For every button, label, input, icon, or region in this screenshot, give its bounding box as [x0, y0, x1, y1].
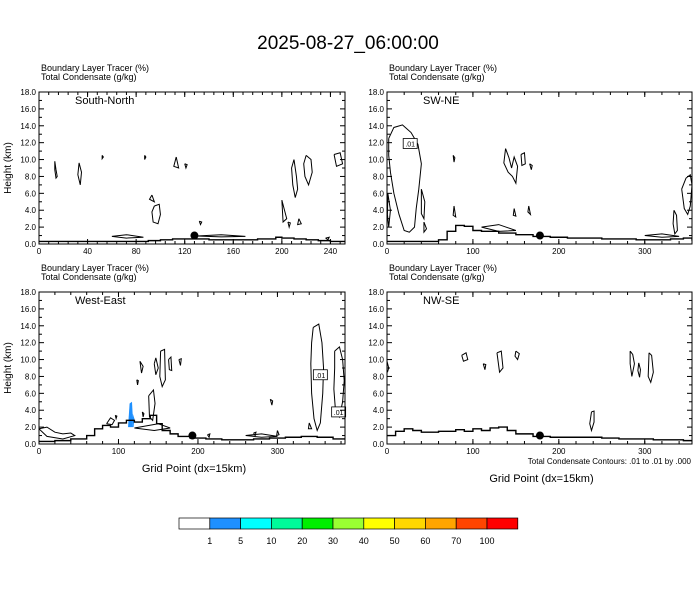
x-tick-label: 200	[552, 247, 566, 256]
colorbar-swatch-0	[179, 518, 210, 529]
colorbar-swatch-4	[302, 518, 333, 529]
colorbar-label: 30	[327, 536, 339, 546]
panel-subtitle-line2: Total Condensate (g/kg)	[41, 72, 137, 82]
x-tick-label: 0	[36, 247, 42, 256]
condensate-contour-8	[199, 221, 201, 224]
x-tick-label: 200	[191, 447, 205, 456]
condensate-contour-0	[55, 161, 57, 178]
colorbar-label: 60	[420, 536, 431, 546]
y-tick-label: 18.0	[20, 288, 36, 297]
colorbar-swatch-8	[425, 518, 456, 529]
condensate-contour-8	[648, 353, 653, 383]
y-tick-label: 4.0	[372, 206, 384, 216]
y-tick-label: 18.0	[368, 288, 384, 297]
y-tick-label: 6.0	[372, 389, 384, 399]
plot-area	[387, 125, 692, 242]
condensate-contour-17	[197, 235, 246, 237]
condensate-contour-8	[137, 380, 139, 385]
condensate-contour-6	[152, 204, 161, 223]
y-tick-label: 4.0	[24, 406, 36, 416]
plot-frame	[39, 292, 345, 444]
y-tick-label: 2.0	[372, 223, 384, 233]
colorbar-legend	[179, 518, 518, 546]
condensate-contour-6	[504, 149, 518, 184]
y-axis-title: Height (km)	[3, 142, 14, 194]
colorbar-swatch-3	[271, 518, 302, 529]
colorbar-label: 10	[266, 536, 277, 546]
condensate-contour-1	[462, 353, 468, 361]
location-marker	[190, 232, 198, 240]
condensate-contour-10	[528, 206, 531, 214]
panel-label: South-North	[75, 95, 135, 107]
condensate-contour-13	[270, 399, 272, 405]
colorbar-label: 40	[358, 536, 369, 546]
condensate-contour-1	[78, 163, 82, 185]
condensate-contour-9	[513, 209, 516, 217]
y-tick-label: 14.0	[368, 121, 384, 131]
x-tick-label: 0	[384, 247, 390, 256]
y-tick-label: 10.0	[368, 355, 384, 365]
condensate-contour-1	[107, 418, 115, 425]
location-marker	[536, 232, 544, 240]
panel-west-east	[3, 263, 346, 475]
condensate-contour-9	[292, 160, 298, 198]
y-tick-label: 16.0	[368, 104, 384, 114]
y-tick-label: 8.0	[24, 172, 36, 182]
x-tick-label: 40	[83, 247, 93, 256]
condensate-contour-4	[515, 351, 519, 359]
condensate-contour-0	[39, 427, 75, 439]
figure-title: 2025-08-27_06:00:00	[257, 33, 439, 54]
condensate-contour-6	[169, 357, 172, 371]
condensate-contour-15	[326, 237, 330, 240]
condensate-contour-2	[483, 364, 486, 370]
condensate-contour-3	[424, 222, 427, 232]
condensate-contour-3	[140, 361, 143, 373]
colorbar-swatch-9	[456, 518, 487, 529]
condensate-contour-5	[160, 349, 166, 386]
location-marker	[536, 432, 544, 440]
plot-area	[39, 153, 345, 242]
panel-subtitle-line2: Total Condensate (g/kg)	[389, 72, 485, 82]
condensate-contour-19	[246, 434, 278, 437]
plot-frame	[39, 92, 345, 244]
condensate-contour-18	[134, 424, 170, 431]
y-tick-label: 14.0	[20, 321, 36, 331]
condensate-contour-16	[112, 235, 144, 238]
y-tick-label: 16.0	[20, 304, 36, 314]
condensate-contour-17	[207, 434, 209, 437]
x-tick-label: 100	[466, 447, 480, 456]
x-axis-title: Grid Point (dx=15km)	[489, 473, 594, 485]
condensate-contour-3	[497, 351, 503, 372]
x-tick-label: 200	[552, 447, 566, 456]
tracer-fill-0	[128, 402, 133, 427]
y-tick-label: 2.0	[372, 423, 384, 433]
y-tick-label: 0.0	[372, 440, 384, 449]
y-tick-label: 18.0	[368, 88, 384, 97]
location-marker	[188, 432, 196, 440]
y-tick-label: 6.0	[372, 189, 384, 199]
condensate-contour-2	[102, 155, 103, 158]
y-tick-label: 4.0	[372, 406, 384, 416]
panel-subtitle-line2: Total Condensate (g/kg)	[389, 272, 485, 282]
plot-area	[387, 351, 692, 441]
x-tick-label: 80	[131, 247, 141, 256]
footnote: Total Condensate Contours: .01 to .01 by .000	[527, 457, 691, 466]
colorbar-swatch-10	[487, 518, 518, 529]
plot-frame	[387, 92, 692, 244]
y-tick-label: 0.0	[372, 240, 384, 249]
x-tick-label: 120	[178, 247, 192, 256]
y-tick-label: 2.0	[24, 223, 36, 233]
x-tick-label: 300	[638, 247, 652, 256]
y-tick-label: 10.0	[20, 355, 36, 365]
y-tick-label: 10.0	[368, 155, 384, 165]
colorbar-swatch-7	[395, 518, 426, 529]
panel-subtitle-line1: Boundary Layer Tracer (%)	[41, 263, 150, 273]
condensate-contour-10	[115, 415, 117, 418]
x-tick-label: 240	[323, 247, 338, 256]
panel-label: NW-SE	[423, 295, 460, 307]
condensate-contour-12	[288, 222, 290, 227]
x-tick-label: 300	[270, 447, 285, 456]
y-tick-label: 8.0	[372, 372, 384, 382]
y-tick-label: 14.0	[368, 321, 384, 331]
condensate-contour-12	[673, 210, 677, 234]
y-tick-label: 14.0	[20, 121, 36, 131]
y-tick-label: 6.0	[24, 389, 36, 399]
condensate-contour-14	[645, 234, 679, 237]
y-tick-label: 16.0	[20, 104, 36, 114]
y-tick-label: 2.0	[24, 423, 36, 433]
plot-frame	[387, 292, 692, 444]
y-tick-label: 8.0	[372, 172, 384, 182]
panel-subtitle-line2: Total Condensate (g/kg)	[41, 272, 137, 282]
condensate-contour-10	[304, 155, 313, 185]
x-tick-label: 160	[226, 247, 240, 256]
y-tick-label: 16.0	[368, 304, 384, 314]
panel-subtitle-line1: Boundary Layer Tracer (%)	[389, 63, 498, 73]
panel-south-north	[3, 63, 345, 256]
colorbar-label: 50	[389, 536, 400, 546]
y-tick-label: 12.0	[368, 138, 384, 148]
condensate-contour-4	[174, 157, 179, 168]
colorbar-swatch-6	[364, 518, 395, 529]
contour-label: .01	[405, 141, 416, 149]
x-tick-label: 0	[384, 447, 390, 456]
condensate-contour-4	[154, 358, 158, 375]
y-tick-label: 12.0	[368, 338, 384, 348]
x-tick-label: 100	[111, 447, 126, 456]
x-axis-title: Grid Point (dx=15km)	[141, 463, 247, 475]
colorbar-label: 70	[451, 536, 462, 546]
condensate-contour-4	[453, 206, 456, 217]
condensate-contour-11	[682, 175, 692, 215]
colorbar-label: 100	[479, 536, 495, 546]
y-tick-label: 10.0	[20, 155, 36, 165]
contour-label: .01	[315, 372, 326, 380]
condensate-contour-13	[482, 225, 516, 232]
condensate-contour-12	[334, 347, 344, 417]
x-tick-label: 300	[638, 447, 652, 456]
colorbar-swatch-2	[241, 518, 272, 529]
condensate-contour-8	[530, 164, 533, 170]
condensate-contour-11	[282, 200, 287, 222]
condensate-contour-13	[298, 219, 302, 225]
panel-label: SW-NE	[423, 95, 460, 107]
condensate-contour-6	[630, 351, 634, 376]
panel-label: West-East	[75, 295, 126, 307]
panel-subtitle-line1: Boundary Layer Tracer (%)	[389, 263, 498, 273]
y-tick-label: 4.0	[24, 206, 36, 216]
colorbar-label: 20	[297, 536, 308, 546]
panel-subtitle-line1: Boundary Layer Tracer (%)	[41, 63, 150, 73]
condensate-contour-5	[150, 195, 155, 202]
condensate-contour-9	[142, 412, 144, 417]
y-tick-label: 12.0	[20, 338, 36, 348]
condensate-contour-7	[185, 164, 187, 168]
panel-nw-se	[368, 263, 692, 485]
y-tick-label: 0.0	[24, 440, 36, 449]
panel-sw-ne	[368, 63, 692, 256]
y-tick-label: 18.0	[20, 88, 36, 97]
colorbar-swatch-5	[333, 518, 364, 529]
y-tick-label: 12.0	[20, 138, 36, 148]
condensate-contour-2	[421, 189, 424, 219]
y-axis-title: Height (km)	[3, 342, 14, 394]
y-tick-label: 0.0	[24, 240, 36, 249]
colorbar-swatch-1	[210, 518, 241, 529]
x-tick-label: 200	[275, 247, 289, 256]
contour-label: .01	[333, 409, 344, 417]
condensate-contour-5	[453, 155, 455, 162]
y-tick-label: 6.0	[24, 189, 36, 199]
condensate-contour-7	[179, 359, 181, 366]
x-tick-label: 100	[466, 247, 480, 256]
colorbar-label: 1	[207, 536, 213, 546]
x-tick-label: 0	[36, 447, 42, 456]
condensate-contour-3	[145, 155, 146, 159]
y-tick-label: 8.0	[24, 372, 36, 382]
condensate-contour-15	[308, 423, 311, 429]
colorbar-label: 5	[238, 536, 244, 546]
condensate-contour-7	[521, 153, 525, 166]
condensate-contour-5	[590, 411, 594, 430]
condensate-contour-7	[638, 363, 641, 377]
condensate-contour-14	[277, 430, 279, 435]
plot-area	[39, 324, 345, 441]
